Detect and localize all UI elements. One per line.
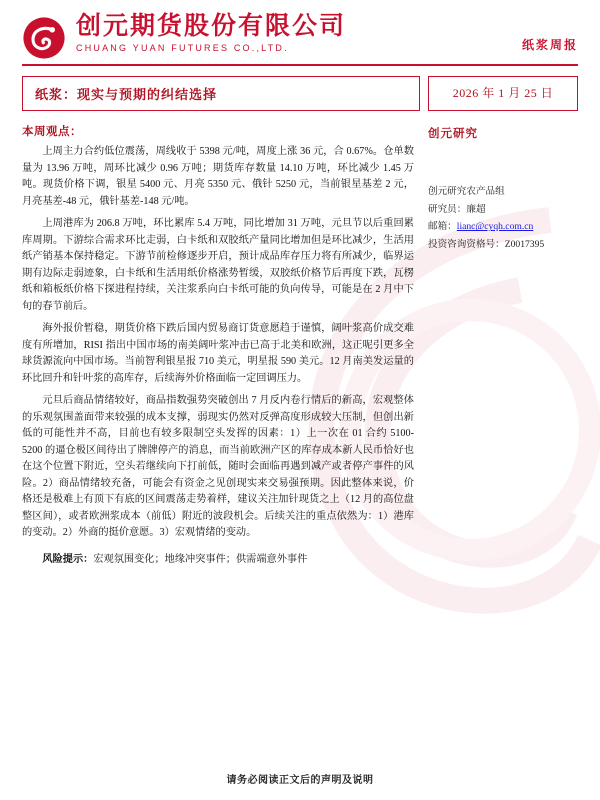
- researcher-label: 研究员：: [428, 203, 467, 215]
- email-link[interactable]: lianc@cyqh.com.cn: [456, 221, 534, 233]
- sidebar-researcher: [428, 201, 578, 219]
- report-type-label: 纸浆周报: [521, 38, 578, 52]
- header-divider: [22, 64, 578, 66]
- section-heading: 本周观点：: [22, 126, 82, 138]
- company-name-cn: 创元期货股份有限公司: [76, 13, 347, 40]
- researcher-name: 廉超: [466, 203, 486, 215]
- sidebar-email: [428, 218, 578, 236]
- company-name-en: CHUANG YUAN FUTURES CO.,LTD.: [76, 43, 289, 54]
- license-number: Z0017395: [504, 239, 545, 251]
- risk-text: 宏观氛围变化；地缘冲突事件；供需端意外事件: [93, 553, 308, 565]
- sidebar-license: [428, 236, 578, 254]
- page-title: 纸浆：现实与预期的纠结选择: [22, 76, 420, 111]
- paragraph: 上周主力合约低位震荡，周线收于 5398 元/吨，周度上涨 36 元，合 0.67%。仓单数量为 13.96 万吨，周环比减少 0.96 万吨；期货库存数量 14.10 万吨，环比减少 1.45 万吨。现货价格下调，银星 5400 元、月亮 5350 元、俄针 5250 元，当前银星基差 2 元，月亮基差-48 元，俄针基差-148 元/吨。: [22, 146, 414, 207]
- risk-note: [22, 552, 414, 568]
- paragraph: 元旦后商品情绪较好，商品指数强势突破创出 7 月反内卷行情后的新高，宏观整体的乐观氛围盖面带来较强的成本支撑，弱现实仍然对反弹高度形成较大压制，但创出新低的可能性并不高，目前也有较多限制空头发挥的因素：1）上一次在 01 合约 5100-5200 的逼仓极区间待出了牌牌停产的消息，而当前欧洲产区的库存成本新人民币恰好也在这个位置下附近，空头若继续向下打前低，随时会面临再遇到减产或者停产事件的风险。2）商品情绪较充备，可能会有资金之见创现实来交易强预期。因此整体来说，价格还是极难上有顶下有底的区间震荡走势着样，建议关注加针现货之上（12 月的高位盘整区间），或者欧洲浆成本（前低）附近的波段机会。后续关注的重点依然为：1）港库的变动。2）外商的挺价意愿。3）宏观情绪的变动。: [22, 395, 414, 539]
- paragraph: 海外报价暂稳，期货价格下跌后国内贸易商订货意愿趋于谨慎，阔叶浆高价成交难度有所增加，RISI 指出中国市场的南美阔叶浆冲击已高于北美和欧洲，这正呢引更多全球货源流向中国市场。当前智利银星报 710 美元，明星报 590 美元。12 月南美发运量的环比回升和针叶浆的高库存，后续海外价格面临一定回调压力。: [22, 323, 414, 384]
- report-body: [22, 123, 578, 568]
- risk-label: 风险提示：: [42, 553, 94, 565]
- sidebar: [428, 123, 578, 568]
- sidebar-group: 创元研究农产品组: [428, 186, 505, 197]
- paragraph: 上周港库为 206.8 万吨，环比累库 5.4 万吨，同比增加 31 万吨，元旦节以后重回累库周期。下游综合需求环比走弱，白卡纸和双胶纸产量同比增加但是环比减少，生活用纸产销基本保持稳定。下游节前检修逐步开启，预计成品库存压力将有所减少，临界运期有边际走弱迹象，白卡纸和生活用纸价格涨势暂缓，双胶纸价格节后再度下跌，瓦楞纸和箱板纸价格下探进程持续，关注浆系向白卡纸可能的负向传导，可能是在 2 月中下旬的春节前后。: [22, 218, 414, 312]
- report-header: [0, 0, 600, 62]
- email-label: 邮箱：: [428, 221, 457, 233]
- license-label: 投资咨询资格号：: [428, 239, 505, 251]
- company-logo-icon: [22, 16, 66, 60]
- footer-disclaimer: 请务必阅读正文后的声明及说明: [226, 775, 374, 786]
- title-bar: [22, 76, 578, 111]
- sidebar-research-title: 创元研究: [428, 128, 478, 140]
- sidebar-spacer: [428, 155, 578, 183]
- main-column: [22, 123, 414, 568]
- company-name-block: [76, 14, 514, 53]
- report-date: 2026 年 1 月 25 日: [428, 76, 578, 111]
